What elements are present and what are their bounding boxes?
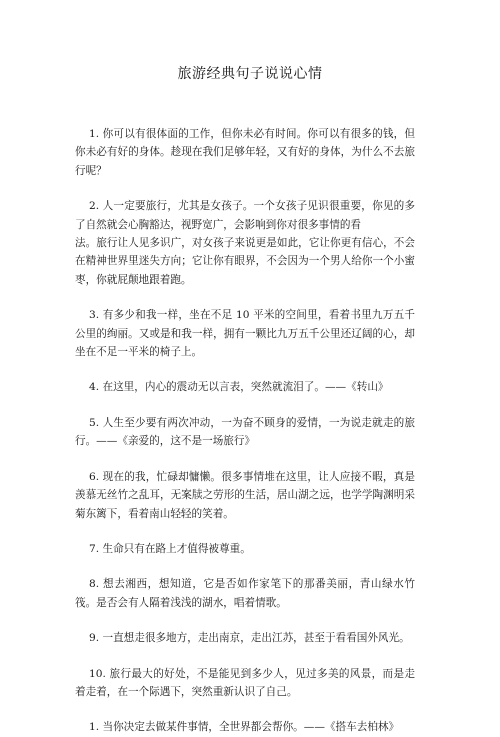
paragraph-5: 5. 人生至少要有两次冲动，一为奋不顾身的爱情，一为说走就走的旅行。——《亲爱的，这不是一场旅行》 (75, 416, 415, 448)
paragraph-6: 6. 现在的我，忙碌却慵懒。很多事情堆在这里，让人应接不暇，真是羡慕无丝竹之乱耳，无案牍之劳形的生活，居山湖之远，也学学陶渊明采菊东篱下，看着南山轻轻的笑着。 (75, 470, 415, 520)
paragraph-7: 7. 生命只有在路上才值得被尊重。 (89, 542, 251, 555)
paragraph-9: 9. 一直想走很多地方，走出南京，走出江苏，甚至于看看国外风光。 (89, 632, 410, 645)
document-title: 旅游经典句子说说心情 (177, 66, 323, 82)
paragraph-3: 3. 有多少和我一样，坐在不足 10 平米的空间里，看着书里九万五千公里的绚丽。又或是和我一样，拥有一颗比九万五千公里还辽阔的心，却坐在不足一平米的椅子上。 (75, 309, 415, 359)
paragraph-8: 8. 想去湘西，想知道，它是否如作家笔下的那番美丽，青山绿水竹筏。是否会有人隔着浅浅的湖水，唱着情歌。 (75, 578, 415, 609)
paragraph-2-continued: 法。旅行让人见多识广，对女孩子来说更是如此，它让你更有信心，不会在精神世界里迷失方向；它让你有眼界，不会因为一个男人给你一个小蜜枣，你就屁颠地跟着跑。 (75, 237, 415, 286)
document-body (75, 125, 415, 737)
paragraph-10: 10. 旅行最大的好处，不是能见到多少人，见过多美的风景，而是走着走着，在一个际遇下，突然重新认识了自己。 (75, 667, 415, 698)
paragraph-2: 2. 人一定要旅行，尤其是女孩子。一个女孩子见识很重要，你见的多了自然就会心胸豁达，视野宽广，会影响到你对很多事情的看 (75, 200, 415, 231)
paragraph-4: 4. 在这里，内心的震动无以言表，突然就流泪了。——《转山》 (89, 381, 389, 394)
paragraph-1: 1. 你可以有很体面的工作，但你未必有时间。你可以有很多的钱，但你未必有好的身体。趁现在我们足够年轻，又有好的身体，为什么不去旅行呢？ (75, 128, 415, 177)
paragraph-11: 1. 当你决定去做某件事情，全世界都会帮你。——《搭车去柏林》 (89, 721, 400, 734)
